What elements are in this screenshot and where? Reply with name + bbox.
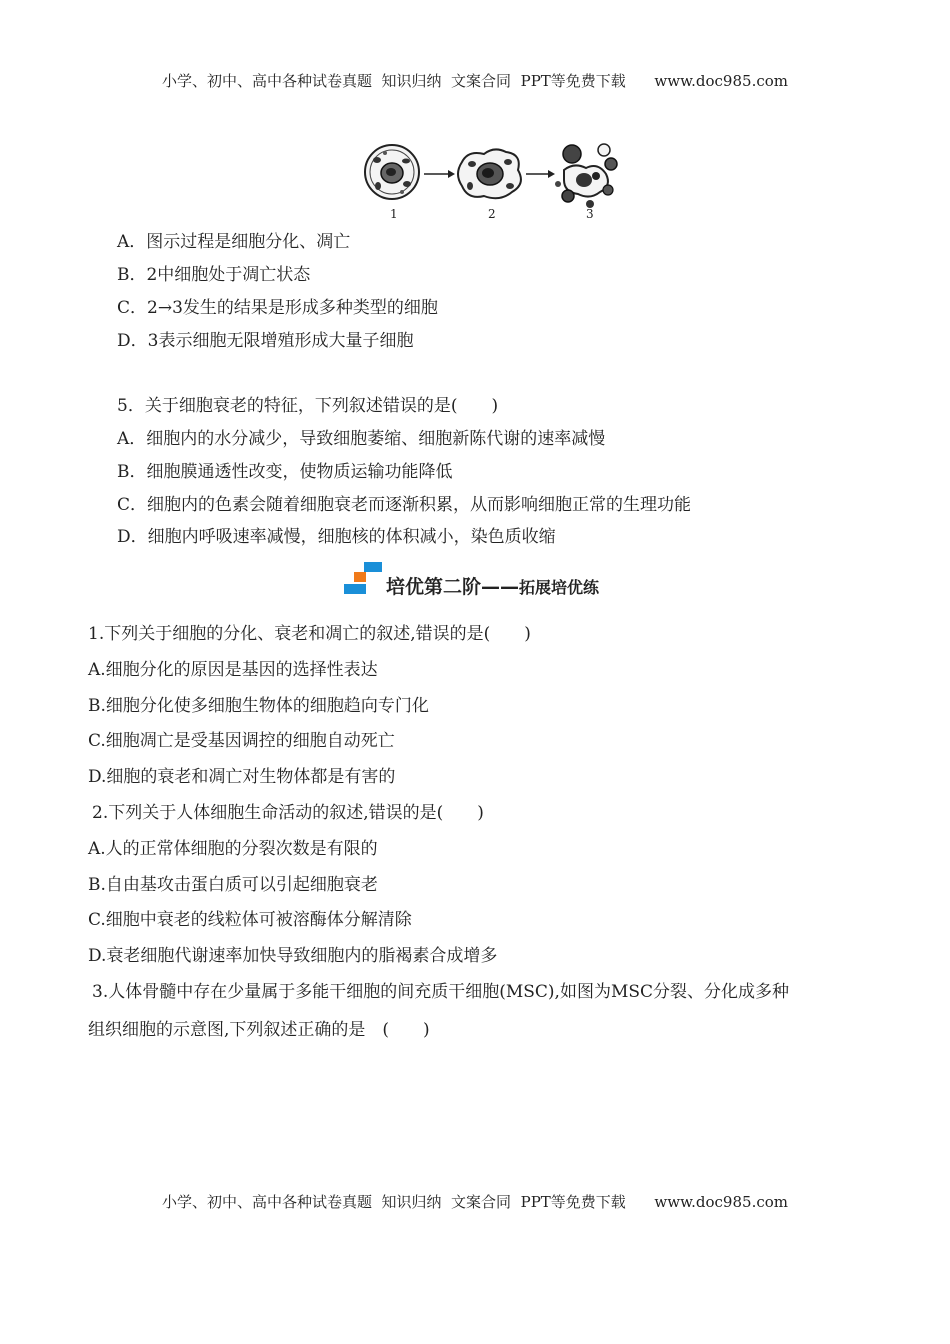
cell-3-illustration <box>555 144 617 208</box>
section-badge-icon <box>344 562 384 596</box>
p1-option-d: D.细胞的衰老和凋亡对生物体都是有害的 <box>88 767 396 787</box>
figure-label-1: 1 <box>390 207 398 221</box>
p2-option-c: C.细胞中衰老的线粒体可被溶酶体分解清除 <box>88 910 412 930</box>
q5-option-b: B．细胞膜通透性改变，使物质运输功能降低 <box>117 462 453 482</box>
p2-option-d: D.衰老细胞代谢速率加快导致细胞内的脂褐素合成增多 <box>88 946 498 966</box>
q4-option-c: C．2→3发生的结果是形成多种类型的细胞 <box>117 298 438 318</box>
p1-option-a: A.细胞分化的原因是基因的选择性表达 <box>88 660 378 680</box>
p2-option-a: A.人的正常体细胞的分裂次数是有限的 <box>88 839 378 859</box>
page-header: 小学、初中、高中各种试卷真题 知识归纳 文案合同 PPT等免费下载 www.doc985.com <box>161 72 788 90</box>
p3-stem-line2: 组织细胞的示意图,下列叙述正确的是 ( ) <box>88 1020 430 1040</box>
p1-option-c: C.细胞凋亡是受基因调控的细胞自动死亡 <box>88 731 395 751</box>
p2-stem: 2.下列关于人体细胞生命活动的叙述,错误的是( ) <box>92 803 484 823</box>
arrow-icon <box>424 170 455 178</box>
p1-option-b: B.细胞分化使多细胞生物体的细胞趋向专门化 <box>88 696 429 716</box>
q4-option-d: D．3表示细胞无限增殖形成大量子细胞 <box>117 331 414 351</box>
cell-stage-figure <box>360 140 625 222</box>
section-title-dash: —— <box>481 576 520 598</box>
q4-option-a: A．图示过程是细胞分化、凋亡 <box>117 232 351 252</box>
section-title-main: 培优第二阶 <box>386 576 482 598</box>
p3-stem-line1: 3.人体骨髓中存在少量属于多能干细胞的间充质干细胞(MSC),如图为MSC分裂、分化成多种 <box>92 982 790 1002</box>
section-title-sub: 拓展培优练 <box>519 578 600 597</box>
p1-stem: 1.下列关于细胞的分化、衰老和凋亡的叙述,错误的是( ) <box>88 624 531 644</box>
q4-option-b: B．2中细胞处于凋亡状态 <box>117 265 311 285</box>
q5-stem: 5．关于细胞衰老的特征，下列叙述错误的是( ) <box>117 396 499 416</box>
figure-label-3: 3 <box>586 207 594 221</box>
cell-2-illustration <box>458 149 521 198</box>
q5-option-d: D．细胞内呼吸速率减慢，细胞核的体积减小，染色质收缩 <box>117 527 556 547</box>
p2-option-b: B.自由基攻击蛋白质可以引起细胞衰老 <box>88 875 378 895</box>
cell-1-illustration <box>365 145 419 199</box>
page-footer: 小学、初中、高中各种试卷真题 知识归纳 文案合同 PPT等免费下载 www.doc985.com <box>161 1193 788 1211</box>
q5-option-a: A．细胞内的水分减少，导致细胞萎缩、细胞新陈代谢的速率减慢 <box>117 429 606 449</box>
figure-label-2: 2 <box>488 207 496 221</box>
q5-option-c: C．细胞内的色素会随着细胞衰老而逐渐积累，从而影响细胞正常的生理功能 <box>117 495 692 515</box>
arrow-icon <box>526 170 555 178</box>
